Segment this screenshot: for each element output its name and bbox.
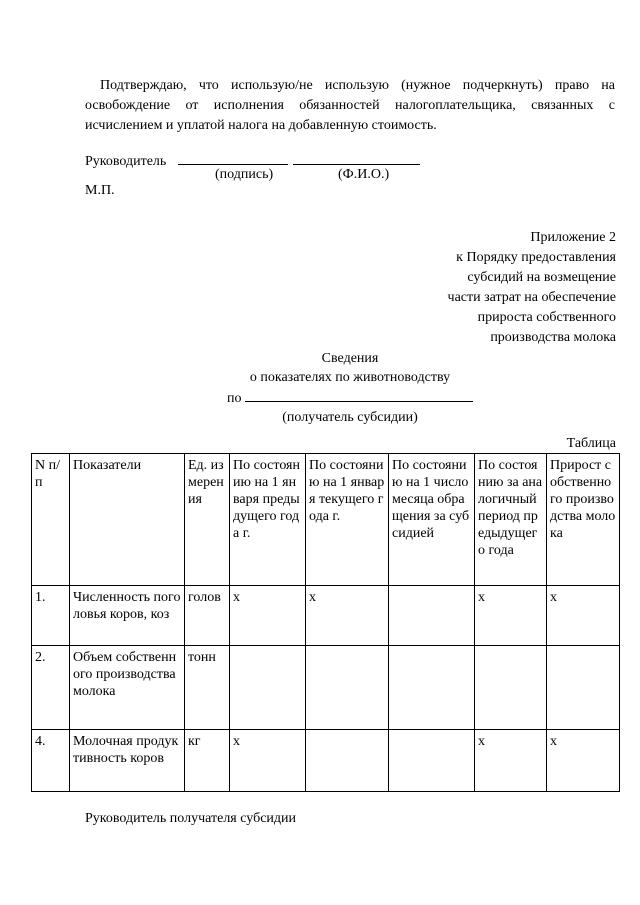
recipient-row <box>200 387 500 408</box>
cell-value: х <box>230 730 306 792</box>
indicators-table <box>31 453 620 792</box>
cell-value: х <box>547 586 620 646</box>
signature-label: Руководитель <box>85 154 167 169</box>
heading-title: Сведения <box>321 351 379 366</box>
cell-value: х <box>475 730 547 792</box>
cell-value <box>306 646 389 730</box>
recipient-line <box>245 387 473 402</box>
signature-caption: (подпись) <box>215 167 274 182</box>
header-milk-growth: Прирост собственного производства молока <box>547 454 620 586</box>
table-row <box>32 646 620 730</box>
appendix-block <box>356 228 616 348</box>
name-caption: (Ф.И.О.) <box>338 167 390 182</box>
header-jan-prev-year: По состоянию на 1 января предыдущего года г. <box>230 454 306 586</box>
appendix-line: части затрат на обеспечение <box>447 290 616 305</box>
recipient-caption: (получатель субсидии) <box>282 410 418 425</box>
cell-number: 1. <box>32 586 70 646</box>
cell-value <box>389 646 475 730</box>
appendix-line: прироста собственного <box>477 310 616 325</box>
header-number: N п/п <box>32 454 70 586</box>
appendix-line: Приложение 2 <box>530 230 616 245</box>
header-prev-period: По состоянию за аналогичный период предыдущего года <box>475 454 547 586</box>
cell-value <box>475 646 547 730</box>
cell-value <box>306 730 389 792</box>
appendix-line: субсидий на возмещение <box>467 270 616 285</box>
footer-signature-label: Руководитель получателя субсидии <box>85 811 297 826</box>
cell-number: 2. <box>32 646 70 730</box>
cell-value: х <box>547 730 620 792</box>
header-indicator: Показатели <box>70 454 185 586</box>
cell-unit: голов <box>185 586 230 646</box>
cell-unit: тонн <box>185 646 230 730</box>
confirmation-paragraph: Подтверждаю, что использую/не использую (нужное подчеркнуть) право на освобождение от исполнения обязанностей налогоплательщика, связанных с исчислением и уплатой налога на добавленную стоимость. <box>85 78 615 133</box>
cell-value <box>547 646 620 730</box>
cell-indicator: Объем собственного производства молока <box>70 646 185 730</box>
cell-value: х <box>306 586 389 646</box>
cell-value <box>230 646 306 730</box>
cell-value: х <box>475 586 547 646</box>
name-line <box>293 150 420 165</box>
header-application-month: По состоянию на 1 число месяца обращения за субсидией <box>389 454 475 586</box>
cell-value <box>389 586 475 646</box>
cell-indicator: Молочная продуктивность коров <box>70 730 185 792</box>
appendix-line: к Порядку предоставления <box>456 250 616 265</box>
signature-line <box>178 150 288 165</box>
table-row <box>32 586 620 646</box>
table-header-row <box>32 454 620 586</box>
heading-subtitle: о показателях по животноводству <box>249 370 451 385</box>
cell-unit: кг <box>185 730 230 792</box>
cell-number: 4. <box>32 730 70 792</box>
header-unit: Ед. измерения <box>185 454 230 586</box>
recipient-prefix: по <box>227 391 242 406</box>
cell-value: х <box>230 586 306 646</box>
document-heading <box>200 349 500 427</box>
appendix-line: производства молока <box>490 330 616 345</box>
cell-value <box>389 730 475 792</box>
cell-indicator: Численность поголовья коров, коз <box>70 586 185 646</box>
table-row <box>32 730 620 792</box>
stamp-place: М.П. <box>85 183 115 198</box>
table-label: Таблица <box>566 436 616 451</box>
header-jan-current-year: По состоянию на 1 января текущего года г. <box>306 454 389 586</box>
